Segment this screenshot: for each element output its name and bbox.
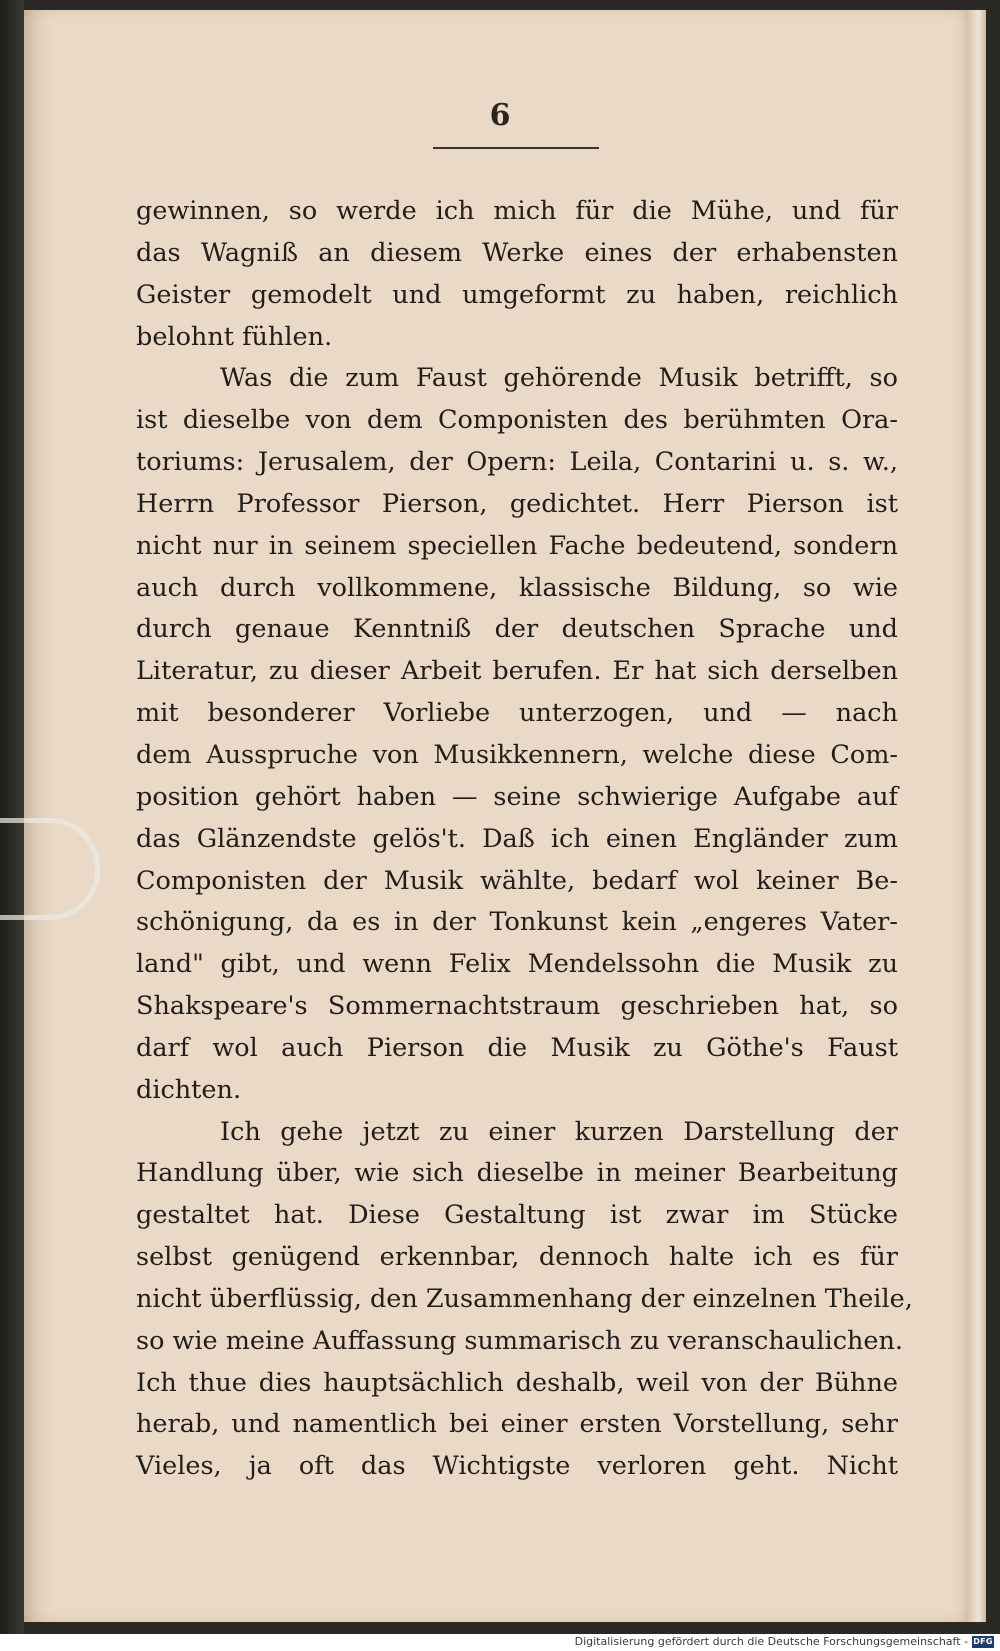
text-line: Geister gemodelt und umgeformt zu haben, reichlich <box>136 279 898 310</box>
text-line: gewinnen, so werde ich mich für die Mühe, und für <box>136 196 898 226</box>
text-line: dem Ausspruche von Musikkennern, welche diese Com- <box>136 739 898 770</box>
paragraph-2 <box>136 358 898 1111</box>
text-line: belohnt fühlen. <box>136 321 333 352</box>
paragraph-1 <box>136 191 898 358</box>
text-line: Ich gehe jetzt zu einer kurzen Darstellung der <box>220 1116 898 1147</box>
header-rule <box>433 147 599 149</box>
text-line: das Wagniß an diesem Werke eines der erhabensten <box>136 237 898 268</box>
text-line: position gehört haben — seine schwierige Aufgabe auf <box>136 781 898 812</box>
text-line: das Glänzendste gelös't. Daß ich einen Engländer zum <box>136 823 898 854</box>
text-line: auch durch vollkommene, klassische Bildung, so wie <box>136 572 898 603</box>
text-line: nicht nur in seinem speciellen Fache bedeutend, sondern <box>136 530 898 561</box>
paragraph-3 <box>136 1112 913 1489</box>
digitization-credit: Digitalisierung gefördert durch die Deutsche Forschungsgemeinschaft - <box>574 1635 968 1648</box>
text-line: gestaltet hat. Diese Gestaltung ist zwar im Stücke <box>136 1200 898 1231</box>
page-number: 6 <box>489 98 511 133</box>
text-line: darf wol auch Pierson die Musik zu Göthe's Faust <box>136 1032 898 1063</box>
text-line: herab, und namentlich bei einer ersten Vorstellung, sehr <box>136 1409 898 1440</box>
text-line: Ich thue dies hauptsächlich deshalb, weil von der Bühne <box>136 1367 898 1398</box>
dfg-logo: DFG <box>973 1637 993 1646</box>
text-line: selbst genügend erkennbar, dennoch halte ich es für <box>136 1242 898 1273</box>
body-text <box>136 191 913 1488</box>
text-line: dichten. <box>136 1074 242 1105</box>
text-line: Herrn Professor Pierson, gedichtet. Herr Pierson ist <box>136 488 898 519</box>
text-line: durch genaue Kenntniß der deutschen Sprache und <box>136 614 898 645</box>
text-line: Shakspeare's Sommernachtstraum geschrieben hat, so <box>136 991 898 1022</box>
text-line: mit besonderer Vorliebe unterzogen, und — nach <box>136 698 898 729</box>
page-stack-edge <box>968 10 986 1622</box>
text-line: Literatur, zu dieser Arbeit berufen. Er hat sich derselben <box>136 656 898 687</box>
text-line: Was die zum Faust gehörende Musik betrifft, so <box>220 363 898 394</box>
text-line: nicht überflüssig, den Zusammenhang der einzelnen Theile, <box>136 1283 913 1314</box>
text-line: Componisten der Musik wählte, bedarf wol keiner Be- <box>136 865 898 896</box>
text-line: land" gibt, und wenn Felix Mendelssohn die Musik zu <box>136 949 898 980</box>
text-line: so wie meine Auffassung summarisch zu veranschaulichen. <box>136 1325 904 1356</box>
text-line: ist dieselbe von dem Componisten des berühmten Ora- <box>136 405 898 436</box>
text-line: toriums: Jerusalem, der Opern: Leila, Contarini u. s. w., <box>136 447 898 478</box>
text-line: Vieles, ja oft das Wichtigste verloren geht. Nicht <box>136 1451 898 1482</box>
text-line: Handlung über, wie sich dieselbe in meiner Bearbeitung <box>136 1158 898 1189</box>
text-line: schönigung, da es in der Tonkunst kein „engeres Vater- <box>136 907 898 938</box>
bookmark-ribbon <box>0 818 100 920</box>
